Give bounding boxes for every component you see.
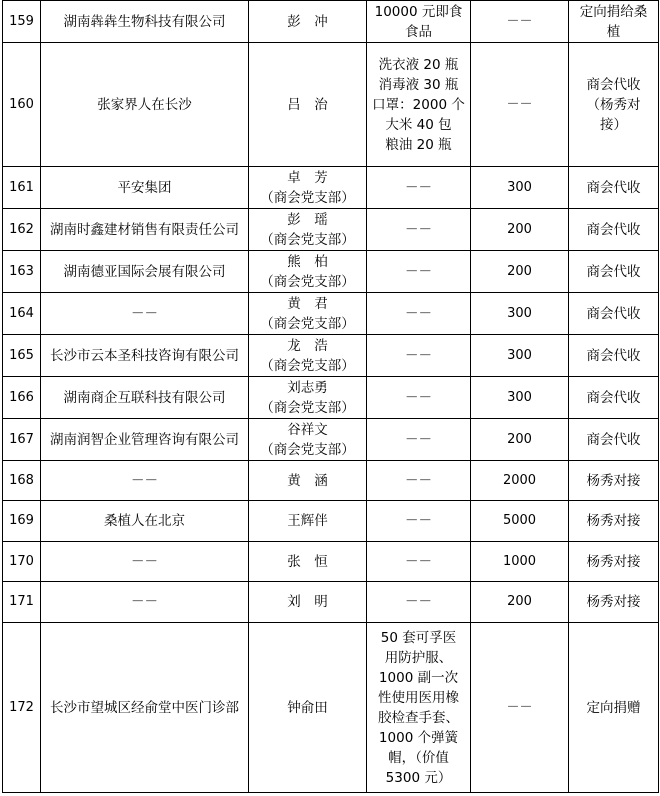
remark [569, 43, 659, 167]
donated-items-line: 1000 副一次 [378, 669, 459, 686]
contact-person [249, 582, 367, 623]
row-number: 172 [3, 623, 41, 793]
remark-line: 定向捐赠 [586, 699, 641, 716]
donor-name: －－ [41, 461, 249, 501]
row-number: 160 [3, 43, 41, 167]
donation-amount: －－ [471, 623, 569, 793]
row-number: 165 [3, 335, 41, 377]
row-number: 171 [3, 582, 41, 623]
remark-line: （杨秀对 [586, 96, 641, 113]
donated-items [367, 167, 471, 209]
table-row [3, 1, 659, 43]
donated-items-line: 50 套可孚医 [380, 629, 457, 646]
row-number: 162 [3, 209, 41, 251]
remark-line: 商会代收 [586, 389, 641, 406]
contact-person [249, 623, 367, 793]
table-row [3, 582, 659, 623]
donation-amount: 1000 [471, 542, 569, 582]
table-row [3, 461, 659, 501]
contact-person [249, 1, 367, 43]
remark-line: 商会代收 [586, 347, 641, 364]
remark [569, 167, 659, 209]
donated-items-line: －－ [405, 221, 432, 238]
donation-amount: －－ [471, 43, 569, 167]
donated-items-line: －－ [405, 305, 432, 322]
table-row [3, 167, 659, 209]
contact-person-line: 张 恒 [287, 553, 328, 570]
row-number: 170 [3, 542, 41, 582]
remark [569, 419, 659, 461]
row-number: 164 [3, 293, 41, 335]
row-number: 168 [3, 461, 41, 501]
contact-person-line: 王辉伴 [287, 513, 328, 529]
contact-person-line: 黄 君 [287, 295, 328, 312]
donor-name: 长沙市望城区经俞堂中医门诊部 [41, 623, 249, 793]
donation-amount: 300 [471, 377, 569, 419]
donated-items [367, 419, 471, 461]
contact-person [249, 501, 367, 542]
remark-line: 商会代收 [586, 305, 641, 322]
donor-name: 湖南商企互联科技有限公司 [41, 377, 249, 419]
remark-line: 杨秀对接 [586, 513, 641, 529]
table-row [3, 293, 659, 335]
row-number: 163 [3, 251, 41, 293]
donated-items [367, 501, 471, 542]
row-number: 169 [3, 501, 41, 542]
contact-person-line: 谷祥文 [287, 421, 328, 438]
remark-line: 商会代收 [586, 263, 641, 280]
remark-line: 植 [606, 23, 621, 40]
donated-items-line: －－ [405, 263, 432, 280]
contact-person-line: （商会党支部） [260, 441, 355, 458]
contact-person [249, 167, 367, 209]
donated-items-line: －－ [405, 594, 432, 610]
donor-name: 湖南时鑫建材销售有限责任公司 [41, 209, 249, 251]
contact-person-line: 黄 涵 [287, 472, 328, 489]
donated-items-line: －－ [405, 513, 432, 529]
donated-items [367, 1, 471, 43]
donated-items-line: 粮油 20 瓶 [385, 136, 452, 153]
table-row [3, 377, 659, 419]
donated-items-line: 口罩：2000 个 [372, 96, 465, 113]
contact-person [249, 251, 367, 293]
contact-person-line: 刘志勇 [287, 379, 328, 396]
contact-person [249, 293, 367, 335]
donated-items-line: 胶检查手套、 [378, 709, 459, 726]
donor-name: 湖南润智企业管理咨询有限公司 [41, 419, 249, 461]
remark [569, 377, 659, 419]
donated-items [367, 251, 471, 293]
donor-name: 平安集团 [41, 167, 249, 209]
remark [569, 1, 659, 43]
contact-person-line: 彭 瑶 [287, 211, 328, 228]
contact-person-line: （商会党支部） [260, 189, 355, 206]
donated-items-line: －－ [405, 472, 432, 489]
donated-items [367, 461, 471, 501]
remark [569, 501, 659, 542]
donor-name: －－ [41, 293, 249, 335]
donated-items-line: 洗衣液 20 瓶 [378, 56, 459, 73]
contact-person-line: （商会党支部） [260, 273, 355, 290]
remark [569, 293, 659, 335]
contact-person-line: （商会党支部） [260, 399, 355, 416]
donor-name: －－ [41, 582, 249, 623]
remark [569, 335, 659, 377]
donated-items-line: 性使用医用橡 [378, 689, 459, 706]
row-number: 161 [3, 167, 41, 209]
donated-items-line: －－ [405, 179, 432, 196]
remark [569, 623, 659, 793]
donated-items-line: 10000 元即食 [374, 3, 463, 20]
remark-line: 商会代收 [586, 221, 641, 238]
donor-name: 张家界人在长沙 [41, 43, 249, 167]
contact-person-line: （商会党支部） [260, 357, 355, 374]
table-row [3, 209, 659, 251]
donated-items-line: 大米 40 包 [385, 116, 452, 133]
donation-amount: 200 [471, 582, 569, 623]
remark-line: 接） [600, 116, 627, 133]
donor-name: 长沙市云本圣科技咨询有限公司 [41, 335, 249, 377]
table-row [3, 501, 659, 542]
donated-items-line: －－ [405, 347, 432, 364]
donated-items-line: 消毒液 30 瓶 [378, 76, 459, 93]
remark-line: 杨秀对接 [586, 472, 641, 489]
contact-person-line: 卓 芳 [287, 169, 328, 186]
donation-amount: 300 [471, 293, 569, 335]
contact-person [249, 419, 367, 461]
donation-amount: 200 [471, 251, 569, 293]
donation-amount: 200 [471, 419, 569, 461]
remark-line: 商会代收 [586, 431, 641, 448]
donated-items [367, 335, 471, 377]
donated-items-line: 5300 元） [385, 769, 452, 786]
donation-amount: 300 [471, 167, 569, 209]
row-number: 167 [3, 419, 41, 461]
remark-line: 商会代收 [586, 179, 641, 196]
remark-line: 杨秀对接 [586, 594, 641, 610]
contact-person-line: 钟俞田 [287, 699, 328, 716]
contact-person [249, 377, 367, 419]
contact-person-line: 龙 浩 [287, 337, 328, 354]
contact-person-line: 熊 柏 [287, 253, 328, 270]
contact-person-line: 彭 冲 [287, 13, 328, 30]
contact-person [249, 43, 367, 167]
donation-table [2, 0, 659, 793]
donated-items [367, 293, 471, 335]
contact-person-line: （商会党支部） [260, 231, 355, 248]
donated-items-line: －－ [405, 431, 432, 448]
table-row [3, 542, 659, 582]
donated-items-line: 1000 个弹簧 [378, 729, 459, 746]
row-number: 166 [3, 377, 41, 419]
donated-items [367, 377, 471, 419]
donated-items [367, 542, 471, 582]
contact-person [249, 542, 367, 582]
remark-line: 杨秀对接 [586, 553, 641, 570]
donation-table-body [3, 1, 659, 793]
remark [569, 542, 659, 582]
contact-person-line: 刘 明 [287, 594, 328, 610]
remark [569, 461, 659, 501]
donation-amount: －－ [471, 1, 569, 43]
donation-amount: 200 [471, 209, 569, 251]
contact-person [249, 461, 367, 501]
contact-person-line: 吕 治 [287, 96, 328, 113]
table-row [3, 43, 659, 167]
donated-items [367, 623, 471, 793]
donation-amount: 2000 [471, 461, 569, 501]
remark-line: 定向捐给桑 [579, 3, 648, 20]
remark [569, 209, 659, 251]
donated-items [367, 209, 471, 251]
remark [569, 582, 659, 623]
donor-name: 湖南犇犇生物科技有限公司 [41, 1, 249, 43]
contact-person-line: （商会党支部） [260, 315, 355, 332]
donated-items-line: －－ [405, 389, 432, 406]
table-row [3, 335, 659, 377]
donated-items-line: 帽，（价值 [388, 749, 449, 766]
row-number: 159 [3, 1, 41, 43]
donated-items-line: 用防护服、 [384, 649, 453, 666]
remark [569, 251, 659, 293]
donated-items-line: －－ [405, 553, 432, 570]
donated-items-line: 食品 [405, 23, 432, 40]
donor-name: 湖南德亚国际会展有限公司 [41, 251, 249, 293]
contact-person [249, 209, 367, 251]
table-row [3, 419, 659, 461]
donation-amount: 300 [471, 335, 569, 377]
remark-line: 商会代收 [586, 76, 641, 93]
donor-name: 桑植人在北京 [41, 501, 249, 542]
donated-items [367, 582, 471, 623]
table-row [3, 623, 659, 793]
table-row [3, 251, 659, 293]
donation-amount: 5000 [471, 501, 569, 542]
donated-items [367, 43, 471, 167]
donor-name: －－ [41, 542, 249, 582]
contact-person [249, 335, 367, 377]
